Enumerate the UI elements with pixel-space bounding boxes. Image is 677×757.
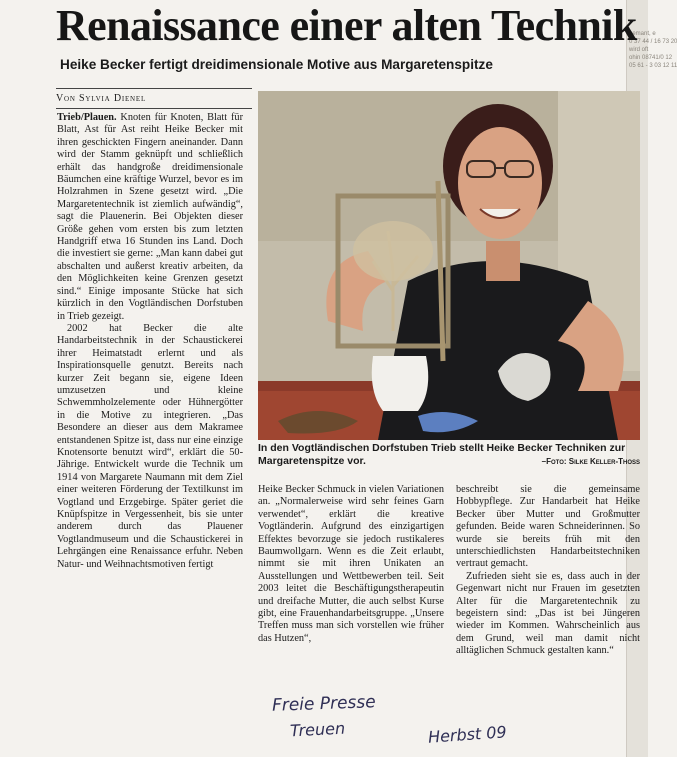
- paragraph: Zufrieden sieht sie es, dass auch in der Gegenwart nicht nur Frauen im gesetzten Alter für die Margaretentechnik zu begeistern sind: „Das ist bei Jüngeren wieder im Kommen. Wahrscheinlich aus dem Grund, weil man damit nicht alltäglichen Schmuck gestalten kann.“: [456, 570, 640, 657]
- paragraph-text: Knoten für Knoten, Blatt für Blatt, Ast für Ast reiht Heike Becker mit ihren geschickten Fingern aneinander. Dann wird der Stamm geknüpft und schließlich erhält das handgroße dreidimensionale Bäumchen eine kräftige Wurzel, bevor es im Holzrahmen in Szene gesetzt wird. „Die Margaretentechnik ist ziemlich aufwändig“, sagt die Plauenerin. Bei Objekten dieser Größe gehen vom ersten bis zum letzten Handgriff etwa 16 Stunden ins Land. Doch die investiert sie gerne: „Man kann dabei gut abschalten und außerst kreativ arbeiten, da den Möglichkeiten keine Grenzen gesetzt sind.“ Einige imposante Stücke hat sich kürzlich in den Vogtländischen Dorfstuben in Trieb gezeigt.: [57, 112, 243, 322]
- byline-rule-lower: [56, 108, 252, 109]
- paragraph: [57, 112, 243, 323]
- handwritten-date: Herbst 09: [427, 722, 508, 747]
- edge-text: gemant, e: [629, 31, 656, 37]
- byline: Von Sylvia Dienel: [56, 93, 147, 104]
- paragraph: 2002 hat Becker die alte Handarbeitstechnik in der Schaustickerei ihrer Heimatstadt erlernt und als Inspirationsquelle genutzt. Bereits nach kurzer Zeit begann sie, eigene Ideen umzusetzen und kleine Schwemmholzelemente oder Hühnergötter in die Motive zu integrieren. „Das Besondere an dieser aus dem Makramee entstandenen Spitze ist, dass nur eine einzige Knotensorte benutzt wird“, erklärt die 50-Jährige. Entwickelt wurde die Technik um 1914 von Margarete Naumann mit dem Ziel einer weiteren Förderung der Textilkunst im Vogtland und Erzgebirge. Später geriet die Knüpfspitze in Vergessenheit, bis sie unter anderem durch das Plauener Vogtlandmuseum und die Schaustickerei in Lehrgängen eine Renaissance erfuhr. Neben Natur- und Weihnachtsmotiven fertigt: [57, 322, 243, 570]
- photo-caption: In den Vogtländischen Dorfstuben Trieb stellt Heike Becker Techniken zur Margaretenspitze vor.: [258, 442, 626, 467]
- handwritten-place: Treuen: [289, 718, 346, 741]
- paragraph: Heike Becker Schmuck in vielen Variationen an. „Normalerweise wird sehr feines Garn verwendet“, erklärt die kreative Vogtländerin. Aufgrund des einzigartigen Effektes bevorzuge sie jedoch rustikaleres Baumwollgarn. Wenn es die Zeit erlaubt, nimmt sie mit ihren Unikaten an Ausstellungen und Wettbewerben teil. Seit 2003 leitet die Beschäftigungstherapeutin und dreifache Mutter, die auch selbst Kurse gibt, eine Frauenhandarbeitsgruppe. „Unsere Treffen muss man sich vorstellen wie früher das Hutzen“,: [258, 484, 444, 644]
- photo-credit: –Foto: Silke Keller-Thoss: [541, 457, 640, 466]
- paragraph: beschreibt sie die gemeinsame Hobbypflege. Zur Handarbeit hat Heike Becker über Mutter und Großmutter gefunden. Beide waren Schneiderinnen. So wurde sie bereits früh mit den unterschiedlichsten Handarbeitstechniken vertraut gemacht.: [456, 484, 640, 570]
- edge-text: 05 61 - 3 03 12 11: [629, 63, 677, 69]
- edge-text: ohin 08741/0 12: [629, 55, 673, 61]
- dateline: Trieb/Plauen.: [57, 112, 117, 123]
- handwritten-source: Freie Presse: [271, 692, 377, 716]
- edge-text: 0 37 44 / 16 73 20: [629, 39, 677, 45]
- article-photo: [258, 91, 640, 440]
- edge-text: wird oft: [629, 47, 649, 53]
- headline: Renaissance einer alten Technik: [56, 1, 637, 50]
- article-column-2: [258, 484, 444, 645]
- article-column-1: [57, 112, 243, 571]
- byline-rule: [56, 88, 252, 89]
- subheadline: Heike Becker fertigt dreidimensionale Motive aus Margaretenspitze: [60, 57, 493, 72]
- article-column-3: [456, 484, 640, 658]
